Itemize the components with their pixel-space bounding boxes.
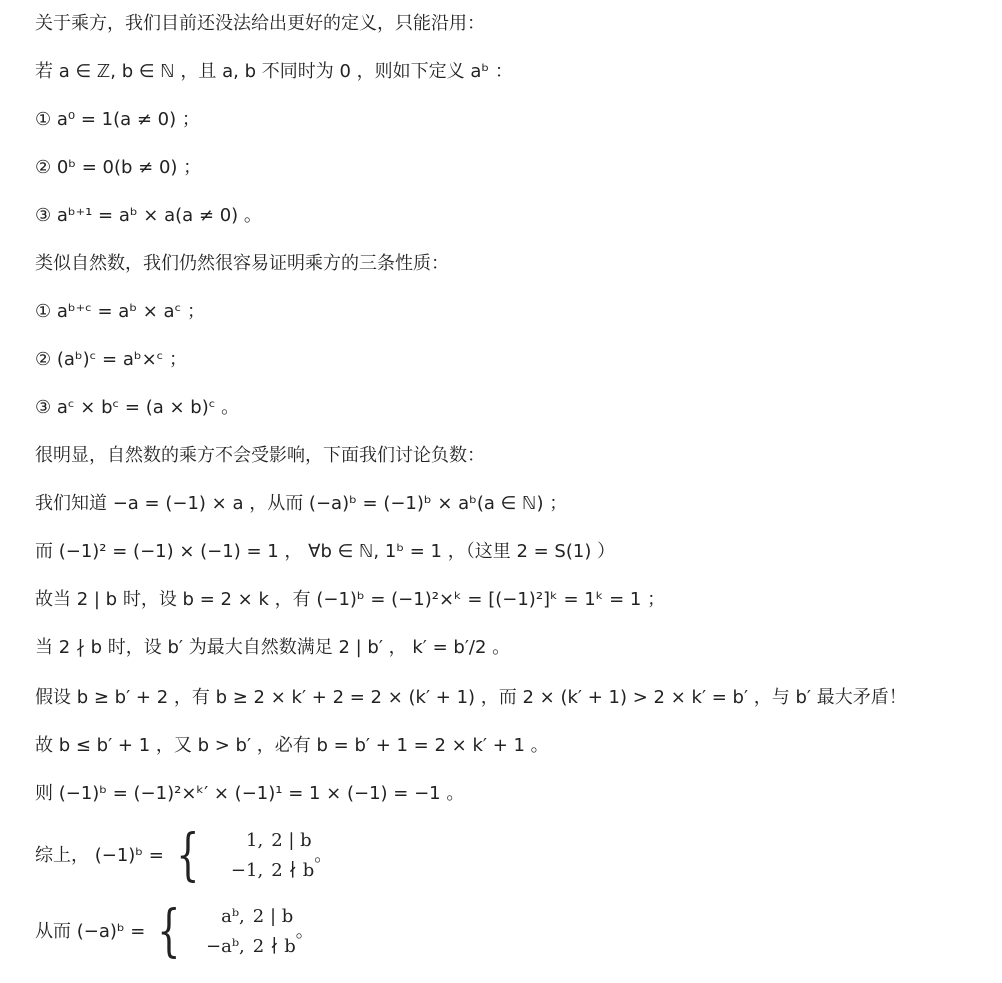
property-2: ② (aᵇ)ᶜ = aᵇ×ᶜ ； xyxy=(35,349,188,370)
rule-3: ③ aᵇ⁺¹ = aᵇ × a(a ≠ 0) 。 xyxy=(35,205,262,226)
step-odd-result: 则 (−1)ᵇ = (−1)²×ᵏ′ × (−1)¹ = 1 × (−1) = −1 。 xyxy=(35,783,465,804)
paragraph-properties: 类似自然数，我们仍然很容易证明乘方的三条性质： xyxy=(35,253,449,274)
paragraph-definition: 若 a ∈ ℤ, b ∈ ℕ ，且 a, b 不同时为 0 ，则如下定义 aᵇ ： xyxy=(35,61,513,82)
step-even: 故当 2 | b 时，设 b = 2 × k ，有 (−1)ᵇ = (−1)²×ᵏ = [(−1)²]ᵏ = 1ᵏ = 1 ； xyxy=(35,589,666,610)
case-value: −1, xyxy=(230,860,264,881)
step-square: 而 (−1)² = (−1) × (−1) = 1 ， ∀b ∈ ℕ, 1ᵇ = 1 ，（这里 2 = S(1) ） xyxy=(35,541,616,562)
case-row xyxy=(207,826,314,856)
step-odd: 当 2 ∤ b 时，设 b′ 为最大自然数满足 2 | b′ ， k′ = b′/2 。 xyxy=(35,637,511,658)
rule-2: ② 0ᵇ = 0(b ≠ 0) ； xyxy=(35,157,202,178)
rule-1: ① a⁰ = 1(a ≠ 0) ； xyxy=(35,109,200,130)
case-row xyxy=(189,932,296,962)
summary2-prefix: 从而 (−a)ᵇ = xyxy=(35,921,152,942)
property-3: ③ aᶜ × bᶜ = (a × b)ᶜ 。 xyxy=(35,397,240,418)
case-condition: 2 ∤ b xyxy=(252,936,296,957)
left-brace: { xyxy=(175,823,199,888)
case-condition: 2 | b xyxy=(252,906,294,927)
case-table xyxy=(207,826,314,886)
step-conclude: 故 b ≤ b′ + 1 ，又 b > b′ ，必有 b = b′ + 1 = 2 × k′ + 1 。 xyxy=(35,735,549,756)
case-row xyxy=(207,856,314,886)
piecewise-cases xyxy=(170,823,315,888)
case-row xyxy=(189,902,296,932)
paragraph-intro: 关于乘方，我们目前还没法给出更好的定义，只能沿用： xyxy=(35,13,485,34)
case-table xyxy=(189,902,296,962)
property-1: ① aᵇ⁺ᶜ = aᵇ × aᶜ ； xyxy=(35,301,205,322)
case-value: aᵇ, xyxy=(221,906,245,927)
left-brace: { xyxy=(157,899,181,964)
paragraph-negative: 很明显，自然数的乘方不会受影响，下面我们讨论负数： xyxy=(35,445,485,466)
case-condition: 2 ∤ b xyxy=(271,860,315,881)
piecewise-cases xyxy=(151,899,296,964)
step-assume: 假设 b ≥ b′ + 2 ，有 b ≥ 2 × k′ + 2 = 2 × (k′ + 1) ，而 2 × (k′ + 1) > 2 × k′ = b′ ，与 b′ 最大矛盾！ xyxy=(35,687,907,708)
summary-power-of-negative xyxy=(35,899,314,964)
case-condition: 2 | b xyxy=(271,830,312,851)
summary2-suffix: 。 xyxy=(295,921,314,942)
summary1-prefix: 综上， (−1)ᵇ = xyxy=(35,845,170,866)
step-negation: 我们知道 −a = (−1) × a ，从而 (−a)ᵇ = (−1)ᵇ × aᵇ(a ∈ ℕ) ； xyxy=(35,493,568,514)
case-value: −aᵇ, xyxy=(206,936,245,957)
summary1-suffix: 。 xyxy=(314,845,333,866)
case-value: 1, xyxy=(246,830,264,851)
summary-sign-of-minus-one xyxy=(35,823,333,888)
